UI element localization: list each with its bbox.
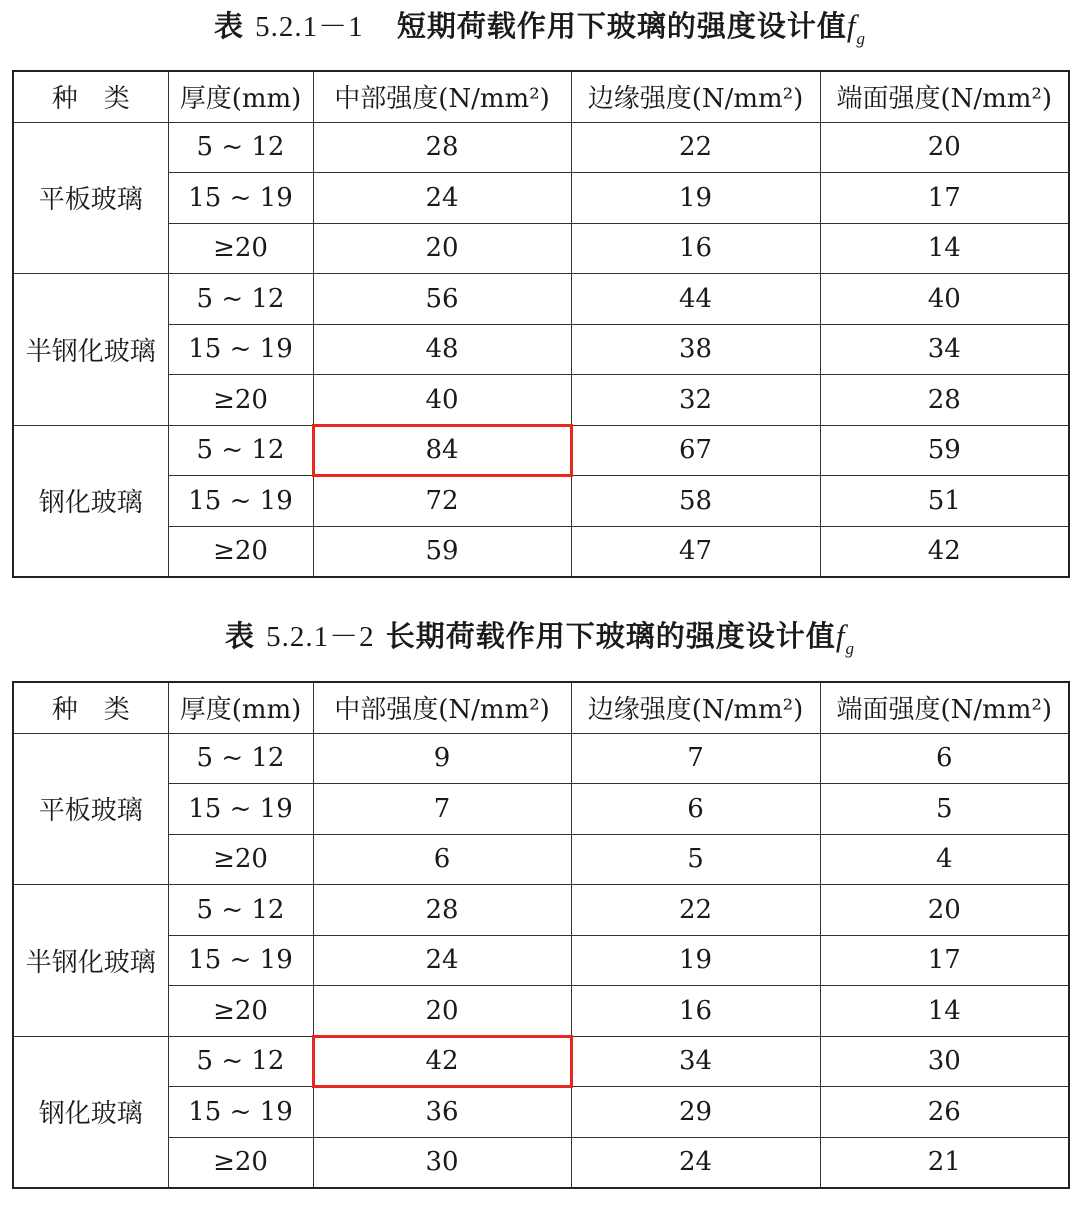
table2-header-center-strength: 中部强度(N/mm²) [313, 682, 571, 733]
edge-cell: 16 [571, 223, 820, 274]
table2-body [13, 733, 1069, 1188]
table2-header-edge-strength: 边缘强度(N/mm²) [571, 682, 820, 733]
center-cell: 48 [313, 324, 571, 375]
center-cell: 7 [313, 784, 571, 835]
center-cell: 6 [313, 834, 571, 885]
end-cell: 42 [820, 526, 1069, 577]
category-cell: 平板玻璃 [13, 733, 168, 885]
table-row [13, 324, 1069, 375]
center-cell: 28 [313, 885, 571, 936]
table2-header-thickness: 厚度(mm) [168, 682, 313, 733]
thickness-cell: 5 ~ 12 [168, 1036, 313, 1087]
end-cell: 30 [820, 1036, 1069, 1087]
edge-cell: 7 [571, 733, 820, 784]
edge-cell: 5 [571, 834, 820, 885]
table1-header-category: 种 类 [13, 71, 168, 122]
end-cell: 14 [820, 223, 1069, 274]
thickness-cell: 15 ~ 19 [168, 324, 313, 375]
edge-cell: 34 [571, 1036, 820, 1087]
thickness-cell: ≥20 [168, 834, 313, 885]
end-cell: 34 [820, 324, 1069, 375]
center-cell: 20 [313, 223, 571, 274]
thickness-cell: 15 ~ 19 [168, 1087, 313, 1138]
center-cell: 30 [313, 1137, 571, 1188]
table1-header-center-strength: 中部强度(N/mm²) [313, 71, 571, 122]
table-row [13, 784, 1069, 835]
end-cell: 17 [820, 173, 1069, 224]
edge-cell: 38 [571, 324, 820, 375]
end-cell: 59 [820, 425, 1069, 476]
category-cell: 平板玻璃 [13, 122, 168, 274]
thickness-cell: 5 ~ 12 [168, 885, 313, 936]
end-cell: 14 [820, 986, 1069, 1037]
edge-cell: 24 [571, 1137, 820, 1188]
thickness-cell: ≥20 [168, 986, 313, 1037]
end-cell: 28 [820, 375, 1069, 426]
thickness-cell: 15 ~ 19 [168, 784, 313, 835]
center-cell: 36 [313, 1087, 571, 1138]
table1-title-subscript: g [856, 29, 867, 48]
table1-body [13, 122, 1069, 577]
category-cell: 钢化玻璃 [13, 425, 168, 577]
table1 [12, 70, 1070, 578]
edge-cell: 19 [571, 935, 820, 986]
category-cell: 半钢化玻璃 [13, 274, 168, 426]
thickness-cell: 15 ~ 19 [168, 476, 313, 527]
table-row [13, 834, 1069, 885]
table1-title-number: 5.2.1－1 [255, 11, 364, 43]
edge-cell: 29 [571, 1087, 820, 1138]
table-row [13, 223, 1069, 274]
thickness-cell: 5 ~ 12 [168, 274, 313, 325]
center-cell: 28 [313, 122, 571, 173]
thickness-cell: 5 ~ 12 [168, 122, 313, 173]
center-cell: 56 [313, 274, 571, 325]
edge-cell: 32 [571, 375, 820, 426]
center-cell: 24 [313, 173, 571, 224]
thickness-cell: ≥20 [168, 375, 313, 426]
table1-title [0, 6, 1080, 59]
end-cell: 5 [820, 784, 1069, 835]
center-cell: 20 [313, 986, 571, 1037]
table-row [13, 1137, 1069, 1188]
table1-header-edge-strength: 边缘强度(N/mm²) [571, 71, 820, 122]
table-row [13, 986, 1069, 1037]
table2-title-prefix: 表 [225, 619, 256, 653]
table-row [13, 526, 1069, 577]
center-cell: 59 [313, 526, 571, 577]
table1-header-row [13, 71, 1069, 122]
edge-cell: 22 [571, 122, 820, 173]
category-cell: 半钢化玻璃 [13, 885, 168, 1037]
table-row [13, 1087, 1069, 1138]
table2-header-category: 种 类 [13, 682, 168, 733]
table2-title-subscript: g [845, 639, 855, 658]
table-row [13, 476, 1069, 527]
end-cell: 20 [820, 122, 1069, 173]
highlighted-center-cell: 42 [313, 1036, 571, 1087]
end-cell: 40 [820, 274, 1069, 325]
center-cell: 24 [313, 935, 571, 986]
table1-header-end-strength: 端面强度(N/mm²) [820, 71, 1069, 122]
edge-cell: 47 [571, 526, 820, 577]
center-cell: 40 [313, 375, 571, 426]
edge-cell: 19 [571, 173, 820, 224]
edge-cell: 22 [571, 885, 820, 936]
edge-cell: 67 [571, 425, 820, 476]
table-row [13, 122, 1069, 173]
table-row [13, 733, 1069, 784]
table2-header-end-strength: 端面强度(N/mm²) [820, 682, 1069, 733]
highlighted-center-cell: 84 [313, 425, 571, 476]
table2-title-text: 长期荷载作用下玻璃的强度设计值 [385, 619, 836, 653]
end-cell: 51 [820, 476, 1069, 527]
table1-title-symbol: f [846, 8, 857, 43]
category-cell: 钢化玻璃 [13, 1036, 168, 1188]
table-row [13, 375, 1069, 426]
table2-title-number: 5.2.1－2 [266, 621, 375, 653]
table2-title [0, 616, 1080, 669]
thickness-cell: 5 ~ 12 [168, 733, 313, 784]
table1-title-prefix: 表 [213, 9, 244, 43]
table-row [13, 274, 1069, 325]
table2-title-symbol: f [835, 618, 846, 653]
edge-cell: 44 [571, 274, 820, 325]
thickness-cell: 5 ~ 12 [168, 425, 313, 476]
center-cell: 9 [313, 733, 571, 784]
end-cell: 26 [820, 1087, 1069, 1138]
edge-cell: 58 [571, 476, 820, 527]
table-row [13, 425, 1069, 476]
table1-title-text: 短期荷载作用下玻璃的强度设计值 [396, 9, 847, 43]
thickness-cell: 15 ~ 19 [168, 935, 313, 986]
end-cell: 21 [820, 1137, 1069, 1188]
center-cell: 72 [313, 476, 571, 527]
table-row [13, 885, 1069, 936]
thickness-cell: ≥20 [168, 223, 313, 274]
table-row [13, 173, 1069, 224]
edge-cell: 16 [571, 986, 820, 1037]
table1-header-thickness: 厚度(mm) [168, 71, 313, 122]
edge-cell: 6 [571, 784, 820, 835]
thickness-cell: ≥20 [168, 1137, 313, 1188]
thickness-cell: ≥20 [168, 526, 313, 577]
table-row [13, 1036, 1069, 1087]
thickness-cell: 15 ~ 19 [168, 173, 313, 224]
end-cell: 6 [820, 733, 1069, 784]
end-cell: 17 [820, 935, 1069, 986]
table-row [13, 935, 1069, 986]
end-cell: 4 [820, 834, 1069, 885]
table2 [12, 681, 1070, 1189]
table2-header-row [13, 682, 1069, 733]
end-cell: 20 [820, 885, 1069, 936]
